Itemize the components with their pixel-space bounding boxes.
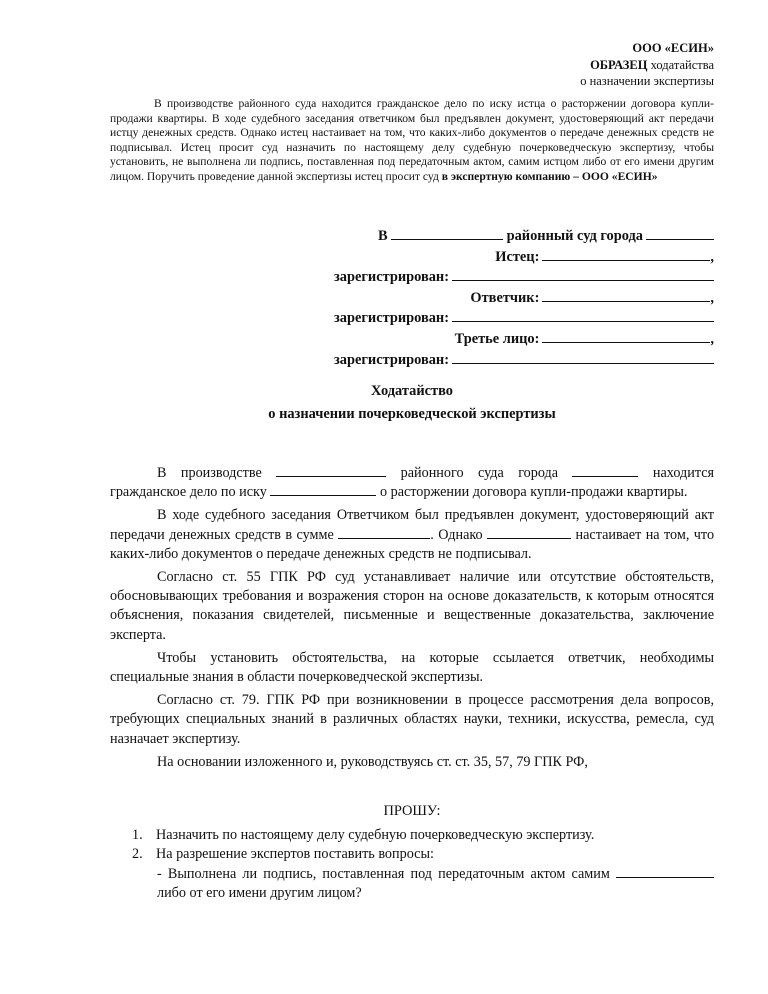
list-item — [132, 826, 714, 845]
paragraph-6: На основании изложенного и, руководствуясь ст. ст. 35, 57, 79 ГПК РФ, — [157, 753, 588, 770]
intro-bold-tail: в экспертную компанию – ООО «ЕСИН» — [441, 169, 658, 183]
court-line — [334, 226, 714, 247]
defendant-registered-line — [334, 308, 714, 329]
question-name-blank — [616, 865, 714, 878]
court-blank — [391, 226, 503, 240]
registered-label: зарегистрирован: — [334, 269, 450, 286]
defendant-line: Ответчик: , — [334, 288, 714, 309]
third-party-line: Третье лицо: , — [334, 329, 714, 350]
intro-paragraph — [110, 97, 714, 185]
sample-subject: о назначении экспертизы — [580, 74, 714, 88]
city-blank — [646, 226, 714, 240]
list-item-text: На разрешение экспертов поставить вопросы: — [156, 845, 434, 862]
document-header — [580, 40, 714, 90]
request-list — [132, 826, 714, 863]
list-item — [132, 845, 714, 864]
defendant-address-blank — [452, 308, 714, 322]
plaintiff-line: Истец: , — [334, 247, 714, 268]
document-title: Ходатайство — [371, 383, 453, 399]
plaintiff-address-blank — [452, 267, 714, 281]
registered-label: зарегистрирован: — [334, 310, 450, 327]
court-middle: районный суд города — [506, 228, 643, 244]
paragraph-1: В производстве районного суда города находится гражданское дело по иску о расторжении договора купли-продажи квартиры. — [110, 465, 715, 501]
plaintiff-name-blank — [270, 483, 376, 496]
defendant-label: Ответчик: — [470, 289, 540, 306]
paragraph-4: Чтобы установить обстоятельства, на которые ссылается ответчик, необходимы специальные знания в области почерковедческой экспертизы. — [110, 649, 714, 686]
party-name-blank — [487, 526, 571, 539]
sample-rest: ходатайства — [647, 57, 714, 72]
third-party-address-blank — [452, 350, 714, 364]
plaintiff-label: Истец: — [495, 248, 540, 265]
request-heading: ПРОШУ: — [383, 803, 441, 819]
list-item-text: Назначить по настоящему делу судебную почерковедческую экспертизу. — [156, 827, 595, 843]
court-name-blank — [276, 464, 386, 477]
expert-question: - Выполнена ли подпись, поставленная под передаточным актом самим либо от его имени другим лицом? — [157, 865, 714, 902]
document-subtitle: о назначении почерковедческой экспертизы — [268, 406, 556, 422]
paragraph-2: В ходе судебного заседания Ответчиком был предъявлен документ, удостоверяющий акт передачи денежных средств в сумме . Однако настаивает на том, что каких-либо документов о передаче денежных средств не подписывал. — [110, 507, 715, 562]
defendant-blank — [542, 288, 710, 302]
amount-blank — [338, 526, 430, 539]
list-item-number: 2. — [132, 845, 143, 862]
paragraph-3: Согласно ст. 55 ГПК РФ суд устанавливает наличие или отсутствие обстоятельств, обосновывающих требования и возражения сторон на основе доказательств, к которым относятся объяснения, показания свидетелей, письменные и вещественные доказательства, заключение эксперта. — [110, 569, 714, 643]
addressee-block — [334, 226, 714, 370]
list-item-number: 1. — [132, 827, 143, 843]
intro-text: В производстве районного суда находится гражданское дело по иску истца о расторжении договора купли-продажи квартиры. В ходе судебного заседания ответчиком был предъявлен документ, удостоверяющий акт передачи истцу денежных средств. Однако истец настаивает на том, что каких-либо документов о передаче денежных средств не подписывал. Истец просит суд назначить по настоящему делу судебную почерковедческую экспертизу, чтобы установить, не выполнена ли подпись, поставленная под передаточным актом, самим истцом либо от его имени другим лицом. Поручить проведение данной экспертизы истец просит суд — [110, 97, 714, 183]
sample-title — [580, 57, 714, 74]
paragraph-5: Согласно ст. 79. ГПК РФ при возникновении в процессе рассмотрения дела вопросов, требующих специальных знаний в различных областях науки, техники, искусства, ремесла, суд назначает экспертизу. — [110, 692, 714, 747]
third-party-label: Третье лицо: — [454, 330, 540, 347]
third-party-blank — [542, 329, 710, 343]
plaintiff-blank — [542, 247, 710, 261]
city-name-blank — [572, 464, 638, 477]
third-party-registered-line — [334, 350, 714, 371]
sample-label: ОБРАЗЕЦ — [590, 57, 648, 72]
registered-label: зарегистрирован: — [334, 351, 450, 368]
plaintiff-registered-line — [334, 267, 714, 288]
company-name: ООО «ЕСИН» — [632, 41, 714, 55]
body-text — [110, 464, 714, 776]
court-prefix: В — [378, 228, 388, 244]
